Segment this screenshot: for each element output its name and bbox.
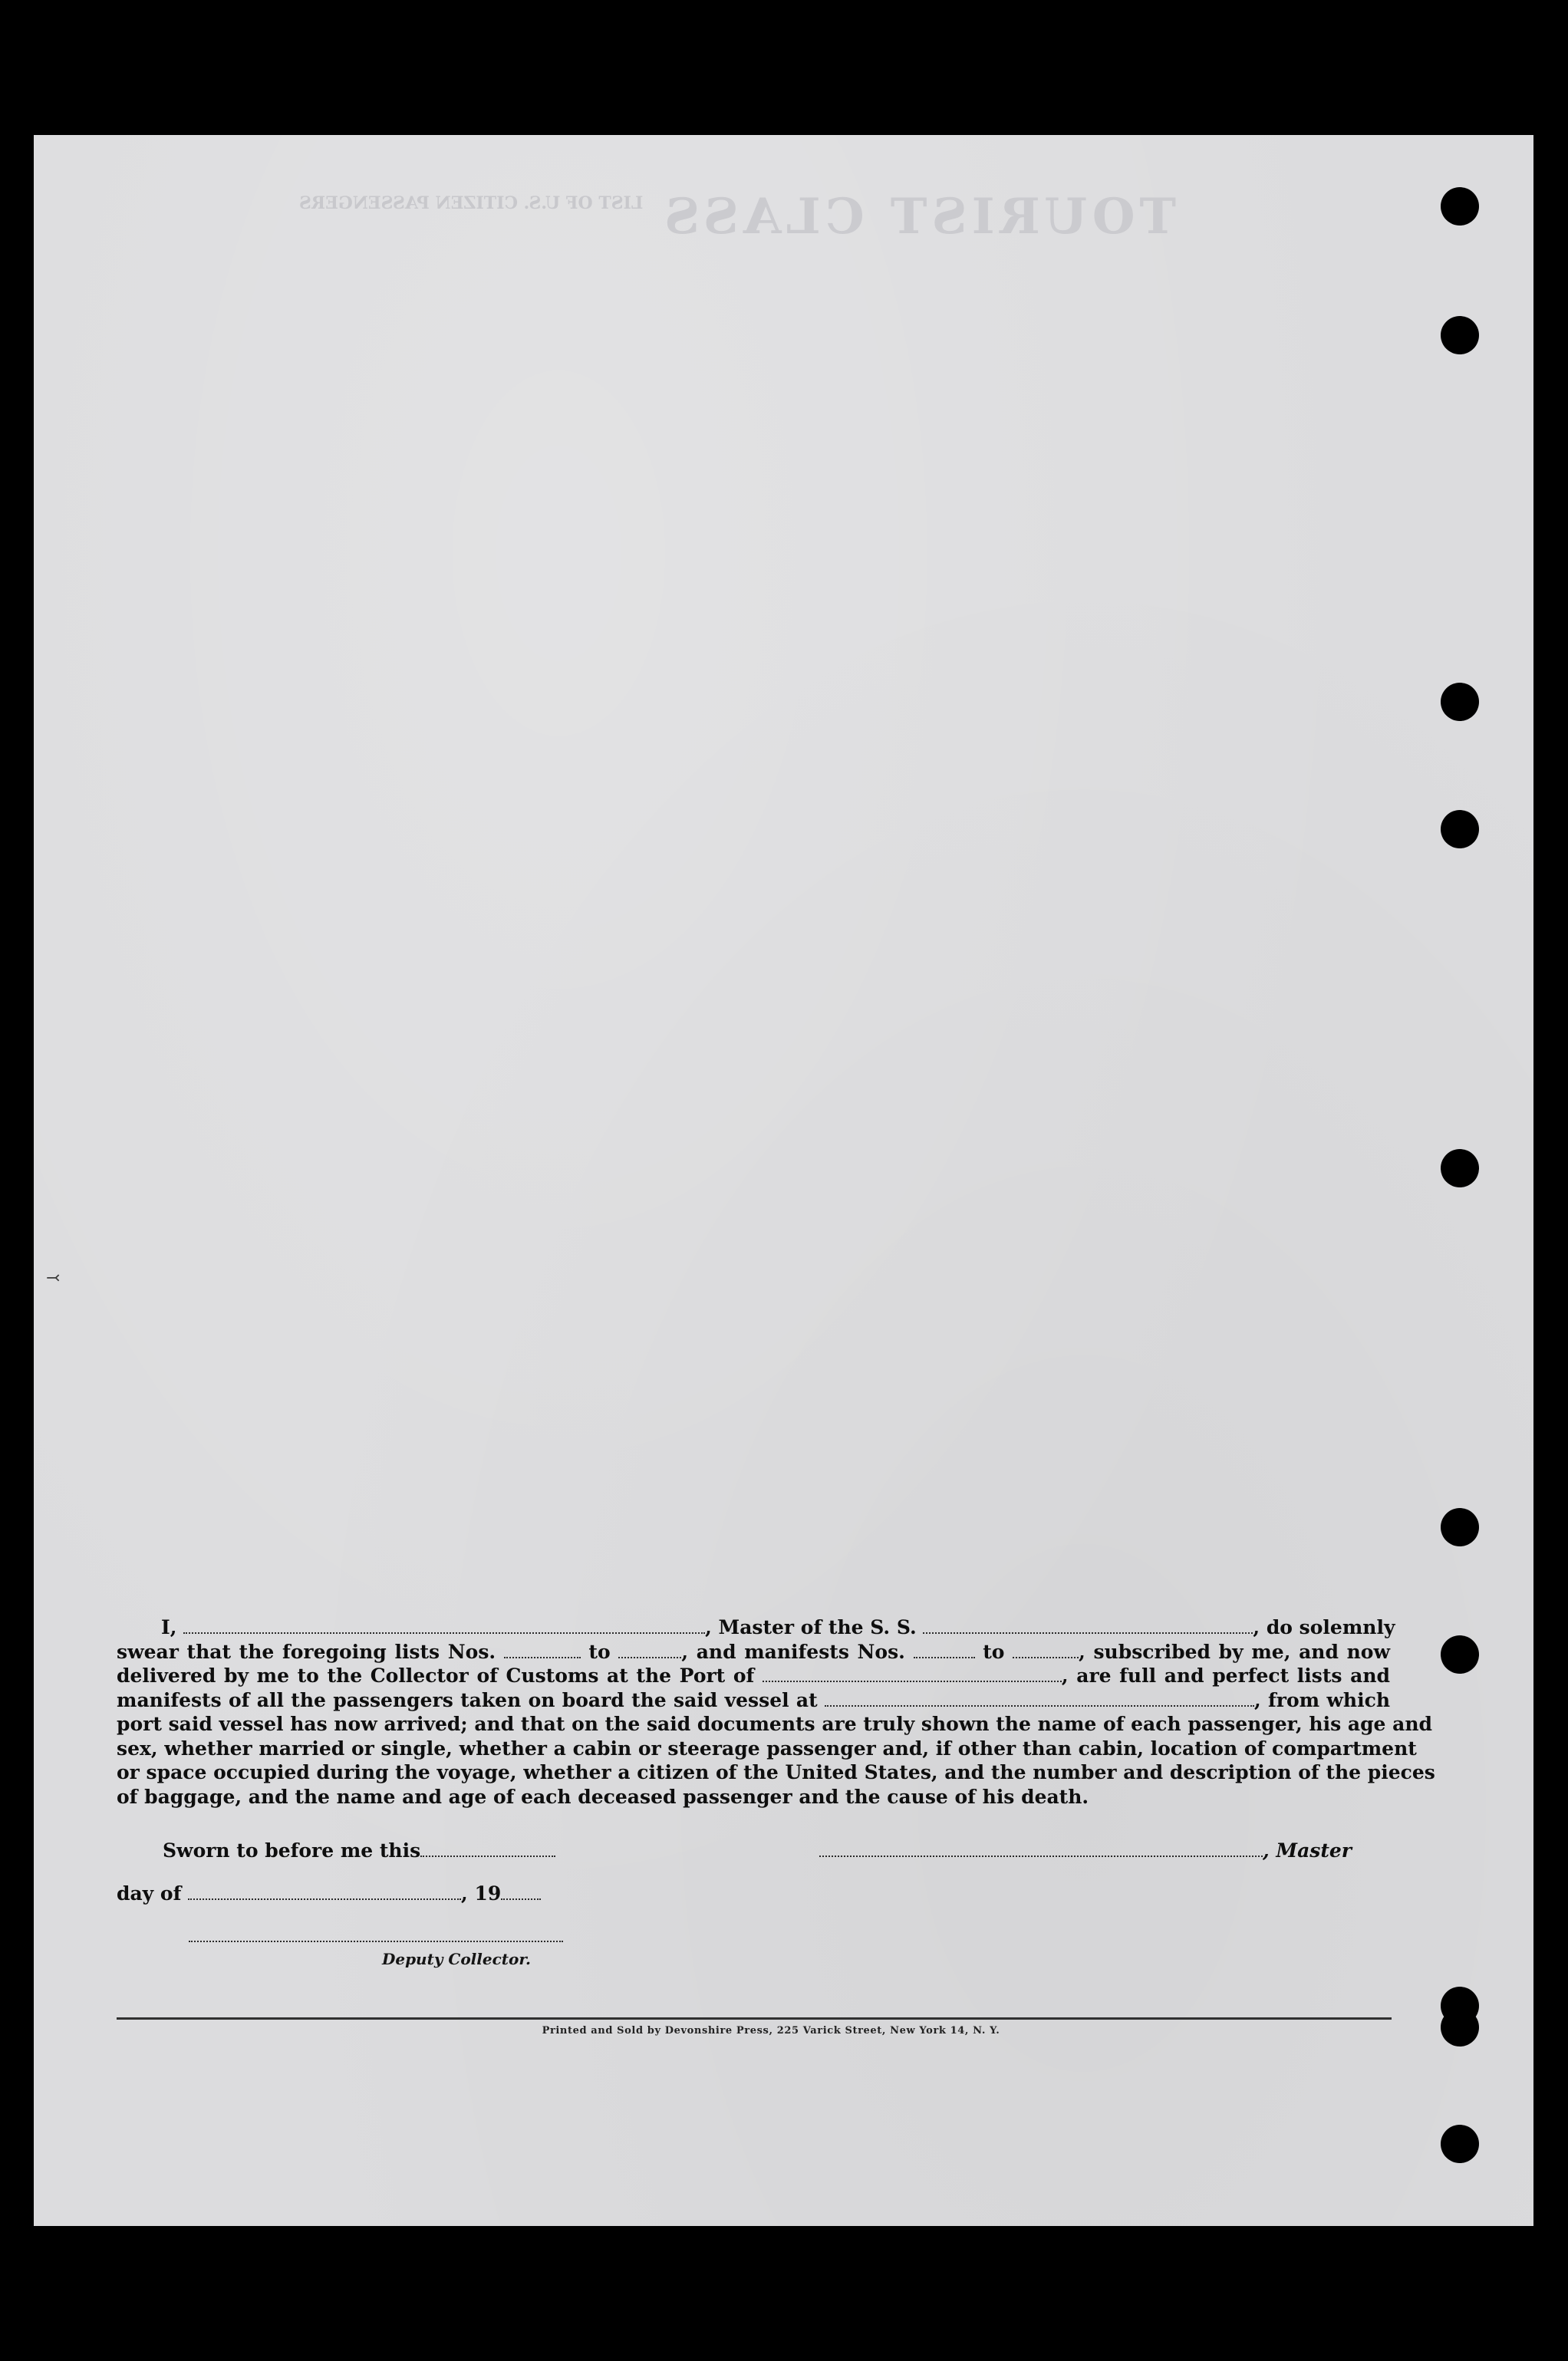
port-of-arrival-blank	[763, 1667, 1062, 1682]
oath-line: port said vessel has now arrived; and that on the said documents are truly shown the name of each passenger, his age and	[117, 1713, 1433, 1735]
bleed-through-subtitle: LIST OF U.S. CITIZEN PASSENGERS	[299, 193, 644, 213]
deputy-collector-label: Deputy Collector.	[382, 1950, 532, 1968]
list-no-to-blank	[618, 1643, 681, 1658]
oath-text: , from which	[1254, 1688, 1390, 1711]
oath-text: manifests of all the passengers taken on board the said vessel at	[117, 1688, 825, 1711]
master-name-blank	[183, 1618, 705, 1634]
binder-hole	[1441, 810, 1479, 848]
stray-mark: ⤙	[46, 1269, 61, 1288]
oath-text: to	[974, 1640, 1013, 1663]
oath-text: swear that the foregoing lists Nos.	[117, 1640, 504, 1663]
binder-hole	[1441, 1635, 1479, 1674]
oath-text: I,	[161, 1616, 184, 1638]
oath-text: , subscribed by me, and now	[1079, 1640, 1390, 1663]
year-prefix: , 19	[461, 1882, 502, 1905]
master-oath	[117, 1615, 1435, 1809]
oath-text: to	[580, 1640, 619, 1663]
printer-imprint: Printed and Sold by Devonshire Press, 225 Varick Street, New York 14, N. Y.	[542, 2025, 1000, 2037]
oath-line	[117, 1640, 1390, 1665]
oath-line: or space occupied during the voyage, whether a citizen of the United States, and the number and description of the pieces	[117, 1761, 1435, 1783]
month-blank	[188, 1885, 461, 1900]
day-of-label: day of	[117, 1882, 189, 1905]
bleed-through-title: TOURIST CLASS	[660, 188, 1177, 245]
binder-hole	[1441, 1149, 1479, 1187]
manifest-page	[34, 135, 1533, 2226]
oath-text: , are full and perfect lists and	[1061, 1665, 1390, 1687]
oath-line: of baggage, and the name and age of each deceased passenger and the cause of his death.	[117, 1785, 1089, 1808]
oath-line	[117, 1688, 1390, 1713]
day-of-line	[117, 1882, 541, 1905]
binder-hole	[1441, 187, 1479, 226]
oath-text: , Master of the S. S.	[705, 1616, 924, 1638]
deputy-signature-blank	[189, 1941, 563, 1942]
binder-hole	[1441, 2125, 1479, 2163]
sworn-day-blank	[420, 1842, 555, 1857]
manifest-no-from-blank	[914, 1643, 975, 1658]
ship-name-blank	[923, 1618, 1253, 1634]
list-no-from-blank	[504, 1643, 581, 1658]
manifest-no-to-blank	[1013, 1643, 1079, 1658]
oath-text: , do solemnly	[1253, 1616, 1395, 1638]
master-signature-line	[819, 1839, 1352, 1862]
oath-line: sex, whether married or single, whether a cabin or steerage passenger and, if other than cabin, location of compartment	[117, 1737, 1417, 1760]
master-signature-blank	[819, 1842, 1263, 1857]
sworn-before-line	[163, 1839, 555, 1862]
oath-text: delivered by me to the Collector of Customs at the Port of	[117, 1665, 763, 1687]
binder-hole	[1441, 316, 1479, 354]
sworn-label: Sworn to before me this	[163, 1839, 421, 1862]
year-blank	[501, 1885, 541, 1900]
port-of-departure-blank	[825, 1691, 1254, 1707]
oath-text: , and manifests Nos.	[681, 1640, 914, 1663]
master-label: , Master	[1263, 1839, 1352, 1862]
oath-line	[117, 1664, 1390, 1688]
footer-rule	[117, 2017, 1392, 2020]
oath-line	[117, 1615, 1395, 1640]
binder-hole	[1441, 1508, 1479, 1546]
binder-hole	[1441, 683, 1479, 721]
